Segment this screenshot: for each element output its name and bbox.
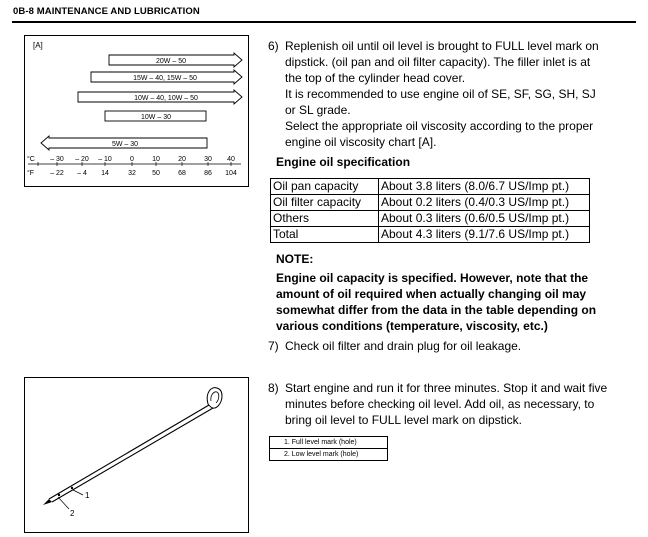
step-6-text-1: Replenish oil until oil level is brought to FULL level mark on dipstick. (oil pan and oil filter capacity). The filler inlet is at the top of the cylinder head cover. — [285, 39, 599, 85]
step-8-text: Start engine and run it for three minutes. Stop it and wait five minutes before checking oil level. Add oil, as necessary, to bring oil level to FULL level mark on dipstick. — [285, 381, 608, 427]
step-number: 7) — [268, 339, 279, 353]
note-text: Engine oil capacity is specified. However, note that the amount of oil required when actually changing oil may somewhat differ from the data in the table depending on various conditions (temperature, viscosity, etc.) — [276, 271, 597, 333]
viscosity-chart-figure — [24, 35, 249, 187]
callout-1-leader — [73, 490, 83, 495]
celsius-tick-label: – 20 — [75, 156, 89, 163]
legend-item: 2. Low level mark (hole) — [270, 449, 388, 461]
spec-value: About 0.2 liters (0.4/0.3 US/Imp pt.) — [379, 195, 590, 211]
celsius-tick-label: – 30 — [50, 156, 64, 163]
spec-item: Total — [271, 227, 379, 243]
viscosity-bar-10w-30 — [105, 111, 206, 121]
low-mark-hole — [58, 494, 60, 496]
step-6-text-3: Select the appropriate oil viscosity according to the proper engine oil viscosity chart [A]. — [285, 119, 594, 149]
viscosity-bar-10w-40 — [78, 90, 242, 104]
dipstick-legend — [269, 436, 388, 461]
viscosity-bar-15w — [91, 70, 242, 84]
celsius-tick-label: – 10 — [98, 156, 112, 163]
viscosity-bar-label: 10W – 30 — [141, 114, 171, 121]
celsius-tick-label: 10 — [152, 156, 160, 163]
fahrenheit-unit: °F — [27, 170, 35, 177]
fahrenheit-tick-label: 86 — [204, 170, 212, 177]
viscosity-bar-label: 10W – 40, 10W – 50 — [134, 95, 198, 102]
step-7-text: Check oil filter and drain plug for oil leakage. — [285, 339, 522, 353]
fahrenheit-tick-label: 32 — [128, 170, 136, 177]
fahrenheit-tick-label: 50 — [152, 170, 160, 177]
temperature-scale — [27, 155, 241, 177]
viscosity-bar-label: 20W – 50 — [156, 58, 186, 65]
table-row — [271, 195, 590, 211]
dipstick-svg — [25, 378, 248, 532]
figure-a-label: [A] — [33, 41, 43, 50]
spec-item: Oil pan capacity — [271, 179, 379, 195]
celsius-tick-label: 40 — [227, 156, 235, 163]
fahrenheit-tick-label: – 22 — [50, 170, 64, 177]
page-header-title: 0B-8 MAINTENANCE AND LUBRICATION — [13, 6, 200, 17]
step-number: 8) — [268, 381, 279, 395]
header-rule — [12, 21, 636, 23]
viscosity-bar-label: 15W – 40, 15W – 50 — [133, 75, 197, 82]
table-row — [271, 179, 590, 195]
note-title: NOTE: — [276, 252, 314, 266]
celsius-tick-label: 20 — [178, 156, 186, 163]
dipstick-shaft-edge — [52, 408, 213, 502]
spec-value: About 4.3 liters (9.1/7.6 US/Imp pt.) — [379, 227, 590, 243]
celsius-unit: °C — [27, 156, 35, 163]
spec-value: About 0.3 liters (0.6/0.5 US/Imp pt.) — [379, 211, 590, 227]
dipstick-shaft — [49, 405, 209, 499]
callout-2-leader — [58, 497, 69, 509]
fahrenheit-tick-label: 104 — [225, 170, 237, 177]
step-6-text — [285, 38, 608, 150]
dipstick-figure — [24, 377, 249, 533]
dipstick-handle — [207, 388, 222, 409]
callout-1: 1 — [85, 491, 90, 500]
spec-title: Engine oil specification — [276, 155, 411, 169]
fahrenheit-tick-label: – 4 — [77, 170, 87, 177]
viscosity-bar-5w-30 — [41, 136, 207, 150]
spec-item: Others — [271, 211, 379, 227]
step-6-text-2: It is recommended to use engine oil of SE, SF, SG, SH, SJ or SL grade. — [285, 87, 596, 117]
full-mark-hole — [71, 487, 73, 489]
celsius-tick-label: 0 — [130, 156, 134, 163]
dipstick-tip — [43, 499, 52, 505]
spec-item: Oil filter capacity — [271, 195, 379, 211]
callout-2: 2 — [70, 509, 75, 518]
celsius-tick-label: 30 — [204, 156, 212, 163]
step-number: 6) — [268, 39, 279, 53]
legend-row — [270, 449, 388, 461]
legend-item: 1. Full level mark (hole) — [270, 437, 388, 449]
viscosity-bar-label: 5W – 30 — [111, 141, 139, 148]
table-row — [271, 211, 590, 227]
fahrenheit-tick-label: 68 — [178, 170, 186, 177]
oil-spec-table — [270, 178, 590, 243]
spec-value: About 3.8 liters (8.0/6.7 US/Imp pt.) — [379, 179, 590, 195]
legend-row — [270, 437, 388, 449]
viscosity-chart-svg — [25, 36, 248, 186]
table-row — [271, 227, 590, 243]
viscosity-bar-20w-50 — [109, 53, 242, 67]
fahrenheit-tick-label: 14 — [101, 170, 109, 177]
